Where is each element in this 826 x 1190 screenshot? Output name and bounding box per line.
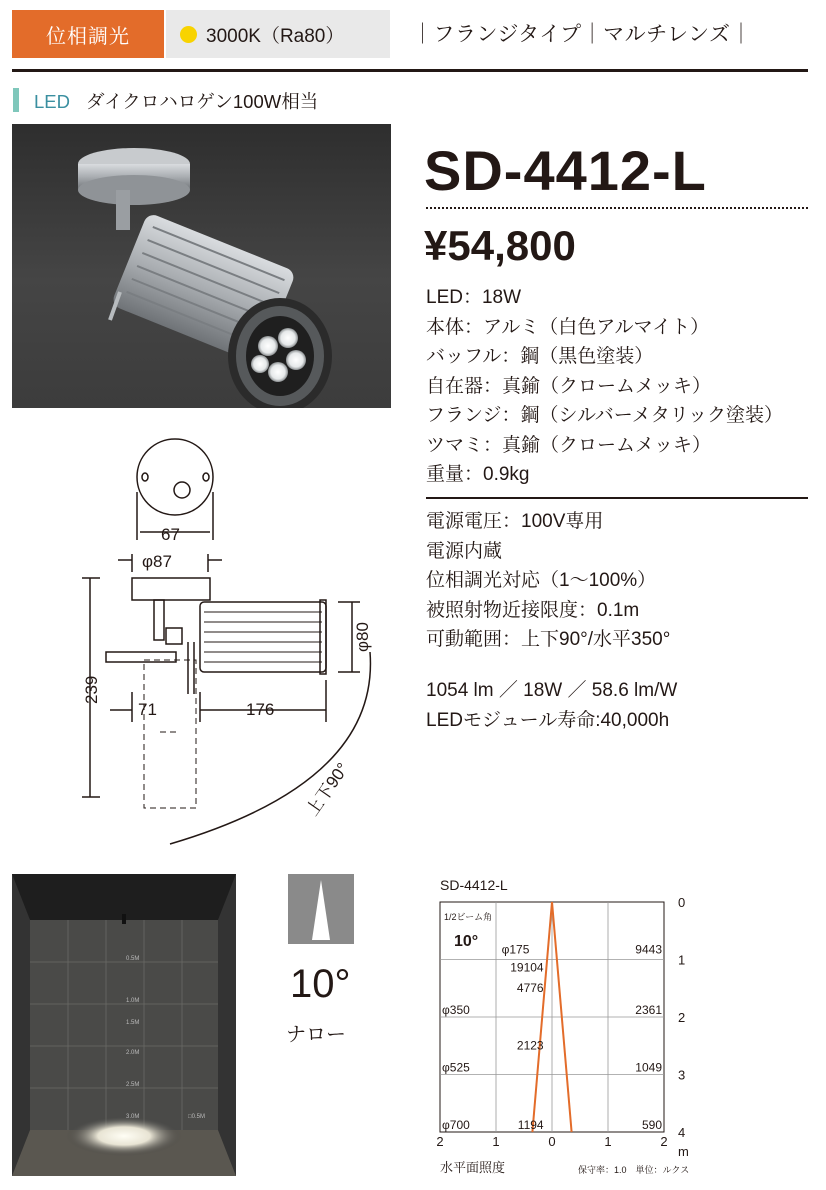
- dimming-badge: [12, 10, 164, 58]
- center-lux-label: 4776: [516, 981, 544, 995]
- beam-label: 1/2ビーム角: [444, 912, 493, 922]
- performance-list: [426, 676, 677, 735]
- power-spec-item: 電源内蔵: [426, 540, 503, 562]
- dim-offset: 71: [138, 700, 157, 719]
- distance-tick-label: 0: [678, 895, 686, 910]
- power-spec-item: 位相調光対応（1〜100%）: [426, 570, 657, 591]
- spec-item: バッフル：鋼（黒色塗装）: [426, 346, 654, 367]
- spec-item: 本体：アルミ（白色アルマイト）: [426, 316, 710, 338]
- color-temp-label: 3000K（Ra80）: [206, 25, 345, 47]
- beam-angle-value: 10°: [454, 933, 479, 950]
- spec-item: ツマミ：真鍮（クロームメッキ）: [426, 434, 712, 456]
- power-spec-item: 電源電圧：100V専用: [426, 511, 604, 532]
- dimming-label: 位相調光: [46, 25, 130, 48]
- spec-divider: [426, 497, 808, 499]
- led-word: LED: [34, 91, 70, 112]
- spec-item: LED：18W: [426, 287, 522, 308]
- distance-unit-label: m: [678, 1144, 689, 1159]
- dim-flange-dia: φ87: [142, 552, 172, 571]
- dim-height: 239: [82, 675, 101, 704]
- horizontal-tick-label: 1: [604, 1134, 612, 1149]
- center-lux-label: 2123: [516, 1038, 544, 1053]
- beam-diameter-label: φ175: [501, 942, 530, 957]
- led-accent-bar: [13, 88, 19, 112]
- room-illumination-photo: [12, 874, 236, 1176]
- material-spec-list: [426, 283, 783, 490]
- chart-title: SD-4412-L: [440, 877, 508, 893]
- room-label: 2.5M: [126, 1082, 140, 1088]
- distance-tick-label: 2: [678, 1010, 686, 1025]
- center-lux-label: 19104: [510, 960, 544, 975]
- right-value-label: 9443: [635, 942, 662, 957]
- room-label: 1.5M: [126, 1020, 140, 1026]
- dim-flange-inner: 67: [161, 525, 180, 544]
- led-equivalent: ダイクロハロゲン100W相当: [86, 91, 319, 112]
- power-spec-item: 可動範囲：上下90°/水平350°: [426, 629, 671, 650]
- beam-angle: 10°: [290, 962, 351, 1006]
- chart-footnote: 保守率：1.0 単位：ルクス: [578, 1165, 690, 1175]
- dim-body-dia: φ80: [353, 622, 372, 652]
- color-temp-badge: [166, 10, 390, 58]
- led-line: [34, 88, 318, 114]
- distance-tick-label: 1: [678, 952, 686, 968]
- horizontal-tick-label: 2: [436, 1134, 444, 1149]
- beam-angle-icon: [288, 874, 354, 944]
- distance-tick-label: 4: [678, 1125, 686, 1140]
- right-value-label: 590: [641, 1118, 662, 1132]
- right-value-label: 2361: [635, 1003, 662, 1017]
- beam-diameter-label: φ525: [442, 1060, 470, 1075]
- type-label: ｜フランジタイプ｜マルチレンズ｜: [412, 23, 753, 46]
- performance-item: LEDモジュール寿命:40,000h: [426, 709, 670, 731]
- spec-item: フランジ：鋼（シルバーメタリック塗装）: [426, 405, 784, 426]
- price: ¥54,800: [424, 222, 576, 269]
- spec-item: 自在器：真鍮（クロームメッキ）: [426, 375, 712, 397]
- horizontal-tick-label: 2: [660, 1134, 668, 1149]
- header-rule: [12, 69, 808, 72]
- distance-tick-label: 3: [678, 1067, 686, 1083]
- power-spec-item: 被照射物近接限度：0.1m: [426, 599, 640, 621]
- center-lux-label: 1194: [517, 1118, 544, 1132]
- illuminance-chart: [420, 890, 820, 1180]
- room-label: 1.0M: [126, 998, 140, 1004]
- beam-diameter-label: φ700: [442, 1118, 470, 1132]
- room-label: □0.5M: [188, 1114, 205, 1120]
- horizontal-tick-label: 0: [548, 1134, 556, 1149]
- spec-item: 重量：0.9kg: [426, 464, 530, 485]
- model-divider: [426, 207, 808, 209]
- horizontal-tick-label: 1: [492, 1134, 500, 1149]
- x-axis-title: 水平面照度: [440, 1160, 506, 1175]
- right-value-label: 1049: [635, 1060, 662, 1075]
- product-photo: [12, 124, 391, 408]
- dim-tilt: 上下90°: [302, 759, 353, 820]
- room-label: 2.0M: [126, 1050, 140, 1056]
- room-label: 3.0M: [126, 1114, 140, 1120]
- dimension-drawing: [70, 432, 400, 862]
- dim-length: 176: [246, 700, 275, 719]
- beam-type: ナロー: [286, 1024, 346, 1046]
- color-dot-icon: [180, 26, 197, 43]
- flange-side-view: [132, 578, 210, 600]
- performance-item: 1054 lm ／ 18W ／ 58.6 lm/W: [426, 680, 678, 701]
- room-label: 0.5M: [126, 956, 140, 962]
- beam-diameter-label: φ350: [442, 1003, 470, 1017]
- model-number: SD-4412-L: [424, 139, 707, 202]
- power-spec-list: [426, 507, 670, 655]
